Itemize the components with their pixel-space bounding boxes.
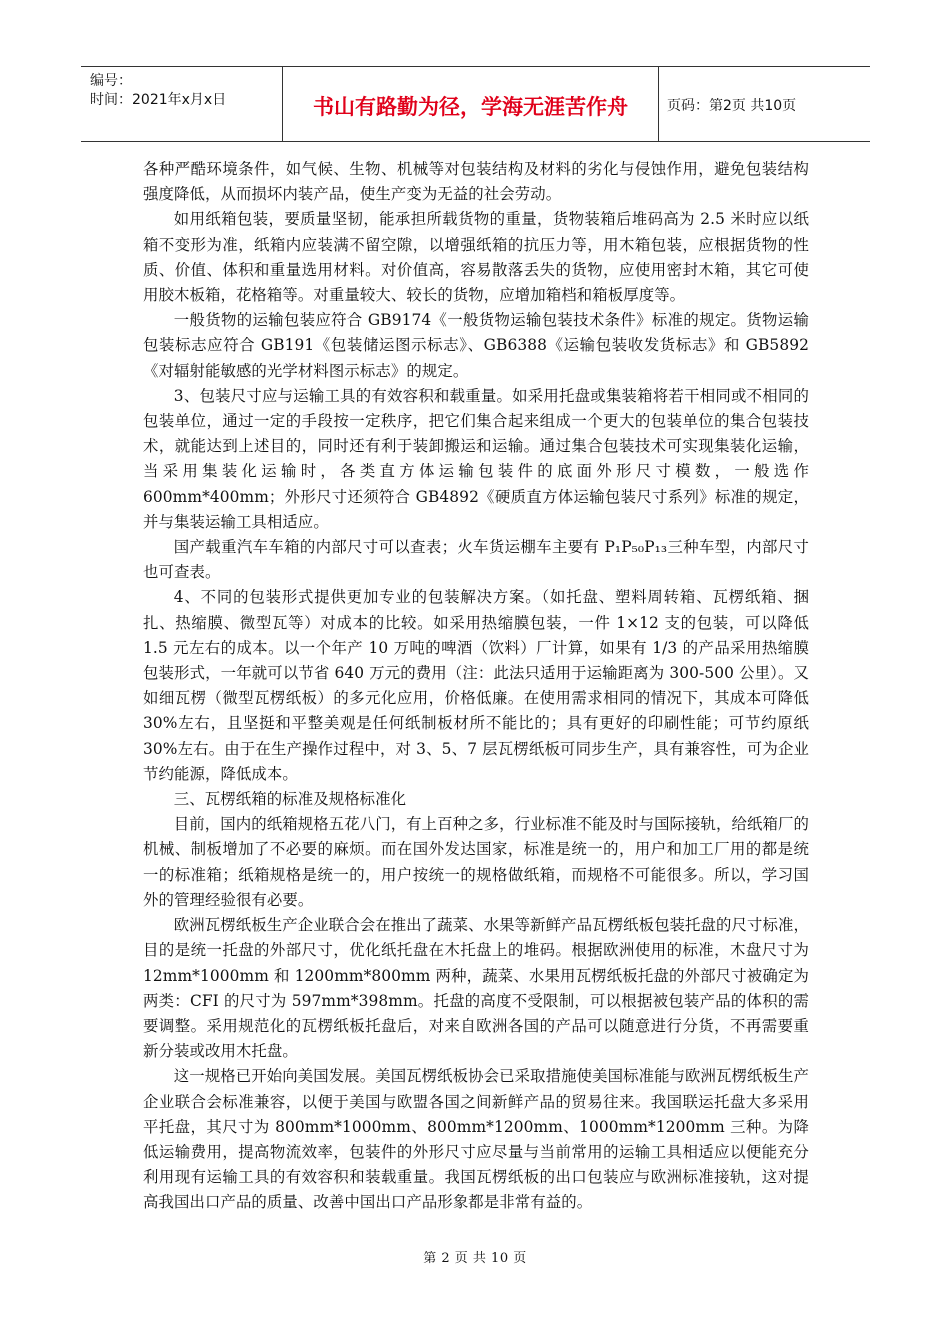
paragraph: 欧洲瓦楞纸板生产企业联合会在推出了蔬菜、水果等新鲜产品瓦楞纸板包装托盘的尺寸标准，目的是统一托盘的外部尺寸，优化纸托盘在木托盘上的堆码。根据欧洲使用的标准，木盘尺寸为 12mm*1000mm 和 1200mm*800mm 两种，蔬菜、水果用瓦楞纸板托盘的外部尺寸被确定为两类：CFI 的尺寸为 597mm*398mm。托盘的高度不受限制，可以根据被包装产品的体积的需要调整。采用规范化的瓦楞纸板托盘后，对来自欧洲各国的产品可以随意进行分货，不再需要重新分装或改用木托盘。 xyxy=(143,916,809,1061)
section-heading: 三、瓦楞纸箱的标准及规格标准化 xyxy=(173,790,407,809)
paragraph: 这一规格已开始向美国发展。美国瓦楞纸板协会已采取措施使美国标准能与欧洲瓦楞纸板生产企业联合会标准兼容，以便于美国与欧盟各国之间新鲜产品的贸易往来。我国联运托盘大多采用平托盘，其尺寸为 800mm*1000mm、800mm*1200mm、1000mm*1200mm 三种。为降低运输费用，提高物流效率，包装件的外形尺寸应尽量与当前常用的运输工具相适应以便能充分利用现有运输工具的有效容积和装载重量。我国瓦楞纸板的出口包装应与欧洲标准接轨，这对提高我国出口产品的质量、改善中国出口产品形象都是非常有益的。 xyxy=(143,1067,809,1212)
document-number-label: 编号： xyxy=(90,73,132,89)
paragraph: 目前，国内的纸箱规格五花八门，有上百种之多，行业标准不能及时与国际接轨，给纸箱厂的机械、制板增加了不必要的麻烦。而在国外发达国家，标准是统一的，用户和加工厂用的都是统一的标准箱；纸箱规格是统一的，用户按统一的规格做纸箱，而规格不可能很多。所以，学习国外的管理经验很有必要。 xyxy=(143,815,809,909)
document-date: 时间：2021年x月x日 xyxy=(90,92,227,108)
paragraph: 各种严酷环境条件，如气候、生物、机械等对包装结构及材料的劣化与侵蚀作用，避免包装结构强度降低，从而损坏内装产品，使生产变为无益的社会劳动。 xyxy=(143,160,809,204)
page-footer: 第 2 页 共 10 页 xyxy=(423,1251,527,1266)
paragraph: 3、包装尺寸应与运输工具的有效容积和载重量。如采用托盘或集装箱将若干相同或不相同的包装单位，通过一定的手段按一定秩序，把它们集合起来组成一个更大的包装单位的集合包装技术，就能达到上述目的，同时还有利于装卸搬运和运输。通过集合包装技术可实现集装化运输，当采用集装化运输时，各类直方体运输包装件的底面外形尺寸模数，一般选作 600mm*400mm；外形尺寸还须符合 GB4892《硬质直方体运输包装尺寸系列》标准的规定，并与集装运输工具相适应。 xyxy=(143,386,809,531)
paragraph: 4、不同的包装形式提供更加专业的包装解决方案。（如托盘、塑料周转箱、瓦楞纸箱、捆扎、热缩膜、微型瓦等）对成本的比较。如采用热缩膜包装，一件 1×12 支的包装，可以降低 1.5 元左右的成本。以一个年产 10 万吨的啤酒（饮料）厂计算，如果有 1/3 的产品采用热缩膜包装形式，一年就可以节省 640 万元的费用（注：此法只适用于运输距离为 300-500 公里）。又如细瓦楞（微型瓦楞纸板）的多元化应用，价格低廉。在使用需求相同的情况下，其成本可降低 30%左右，且坚挺和平整美观是任何纸制板材所不能比的；具有更好的印刷性能；可节约原纸 30%左右。由于在生产操作过程中，对 3、5、7 层瓦楞纸板可同步生产，具有兼容性，可为企业节约能源，降低成本。 xyxy=(143,588,809,783)
header-motto: 书山有路勤为径，学海无涯苦作舟 xyxy=(283,67,659,141)
paragraph: 如用纸箱包装，要质量坚韧，能承担所载货物的重量，货物装箱后堆码高为 2.5 米时应以纸箱不变形为准，纸箱内应装满不留空隙，以增强纸箱的抗压力等，用木箱包装，应根据货物的性质、价值、体积和重量选用材料。对价值高，容易散落丢失的货物，应使用密封木箱，其它可使用胶木板箱，花格箱等。对重量较大、较长的货物，应增加箱档和箱板厚度等。 xyxy=(143,210,809,305)
header-page-number: 页码：第2页 共10页 xyxy=(667,98,797,114)
header-meta xyxy=(81,67,283,141)
page-header xyxy=(81,66,870,142)
document-body xyxy=(143,157,809,1216)
paragraph: 一般货物的运输包装应符合 GB9174《一般货物运输包装技术条件》标准的规定。货物运输包装标志应符合 GB191《包装储运图示标志》、GB6388《运输包装收发货标志》和 GB5892《对辐射能敏感的光学材料图示标志》的规定。 xyxy=(143,311,809,380)
paragraph: 国产载重汽车车箱的内部尺寸可以查表；火车货运棚车主要有 P₁P₅₀P₁₃三种车型，内部尺寸也可查表。 xyxy=(143,538,809,582)
